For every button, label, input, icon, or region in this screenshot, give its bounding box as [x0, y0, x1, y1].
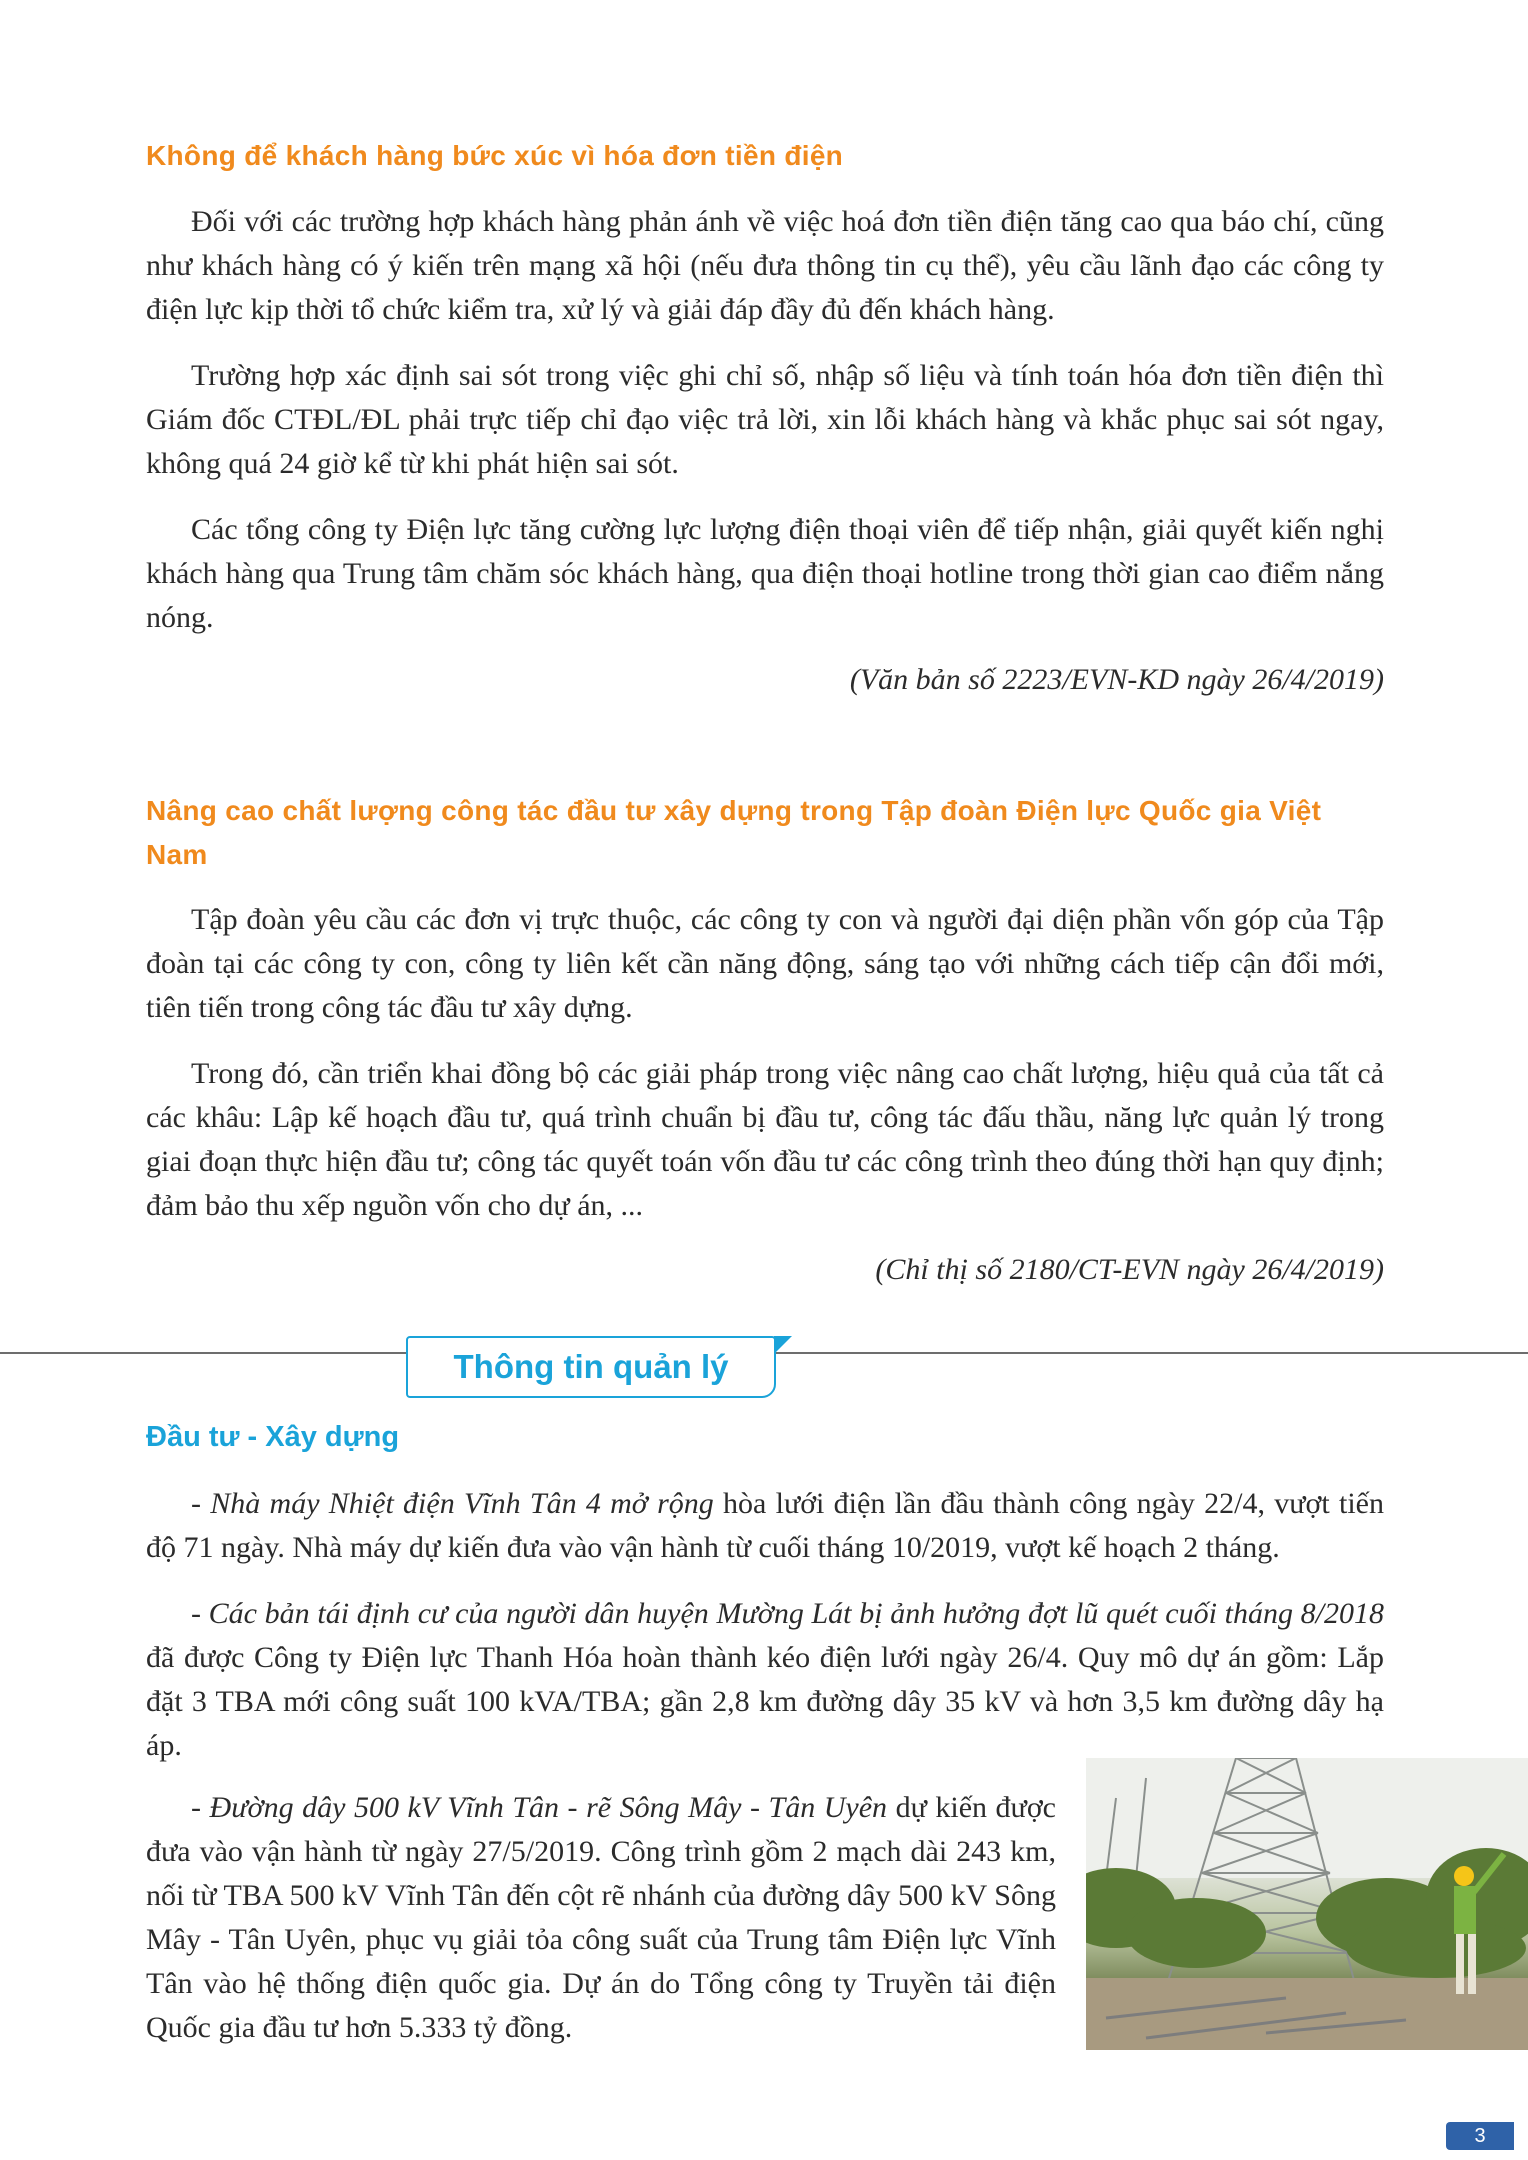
news-item-body: đã được Công ty Điện lực Thanh Hóa hoàn thành kéo điện lưới ngày 26/4. Quy mô dự án gồm: Lắp đặt 3 TBA mới công suất 100 kVA/TBA; gần 2,8 km đường dây 35 kV và hơn 3,5 km đường dây hạ áp.: [146, 1641, 1384, 1762]
section-heading-billing: Không để khách hàng bức xúc vì hóa đơn tiền điện: [146, 140, 844, 171]
banner-corner-decoration: [774, 1336, 792, 1354]
news-item-title: - Các bản tái định cư của người dân huyện Mường Lát bị ảnh hưởng đợt lũ quét cuối tháng 8/2018: [191, 1597, 1384, 1630]
tower-illustration: [1086, 1758, 1528, 2050]
news-item-body: hòa lưới điện lần đầu thành công ngày 22/4, vượt tiến độ 71 ngày. Nhà máy dự kiến đưa vào vận hành từ cuối tháng 10/2019, vượt kế hoạch 2 tháng.: [146, 1487, 1384, 1564]
news-item: [146, 1482, 1384, 1570]
transmission-tower-photo: [1086, 1758, 1528, 2050]
page-number: 3: [1446, 2122, 1514, 2150]
paragraph: Trong đó, cần triển khai đồng bộ các giải pháp trong việc nâng cao chất lượng, hiệu quả của tất cả các khâu: Lập kế hoạch đầu tư, quá trình chuẩn bị đầu tư, công tác đấu thầu, năng lực quản lý trong giai đoạn thực hiện đầu tư; công tác quyết toán vốn đầu tư các công trình theo đúng thời hạn quy định; đảm bảo thu xếp nguồn vốn cho dự án, ...: [146, 1057, 1384, 1222]
news-item-title: - Đường dây 500 kV Vĩnh Tân - rẽ Sông Mây - Tân Uyên: [191, 1791, 888, 1824]
paragraph: Các tổng công ty Điện lực tăng cường lực lượng điện thoại viên để tiếp nhận, giải quyết kiến nghị khách hàng qua Trung tâm chăm sóc khách hàng, qua điện thoại hotline trong thời gian cao điểm nắng nóng.: [146, 513, 1384, 634]
news-item-title: - Nhà máy Nhiệt điện Vĩnh Tân 4 mở rộng: [191, 1487, 714, 1520]
news-item: [146, 1786, 1056, 2050]
section-banner: [406, 1336, 776, 1398]
citation: (Văn bản số 2223/EVN-KD ngày 26/4/2019): [849, 663, 1384, 696]
citation: (Chỉ thị số 2180/CT-EVN ngày 26/4/2019): [875, 1253, 1384, 1286]
paragraph: Trường hợp xác định sai sót trong việc ghi chỉ số, nhập số liệu và tính toán hóa đơn tiền điện thì Giám đốc CTĐL/ĐL phải trực tiếp chỉ đạo việc trả lời, xin lỗi khách hàng và khắc phục sai sót ngay, không quá 24 giờ kể từ khi phát hiện sai sót.: [146, 359, 1384, 480]
paragraph: Đối với các trường hợp khách hàng phản ánh về việc hoá đơn tiền điện tăng cao qua báo chí, cũng như khách hàng có ý kiến trên mạng xã hội (nếu đưa thông tin cụ thể), yêu cầu lãnh đạo các công ty điện lực kịp thời tổ chức kiểm tra, xử lý và giải đáp đầy đủ đến khách hàng.: [146, 205, 1384, 326]
section-banner-label: Thông tin quản lý: [453, 1348, 729, 1385]
news-item-body: dự kiến được đưa vào vận hành từ ngày 27/5/2019. Công trình gồm 2 mạch dài 243 km, nối từ TBA 500 kV Vĩnh Tân đến cột rẽ nhánh của đường dây 500 kV Sông Mây - Tân Uyên, phục vụ giải tỏa công suất của Trung tâm Điện lực Vĩnh Tân vào hệ thống điện quốc gia. Dự án do Tổng công ty Truyền tải điện Quốc gia đầu tư hơn 5.333 tỷ đồng.: [146, 1791, 1056, 2044]
news-item: [146, 1592, 1384, 1768]
section-heading-investment-quality: Nâng cao chất lượng công tác đầu tư xây dựng trong Tập đoàn Điện lực Quốc gia Việt Nam: [146, 795, 1322, 870]
paragraph: Tập đoàn yêu cầu các đơn vị trực thuộc, các công ty con và người đại diện phần vốn góp của Tập đoàn tại các công ty con, công ty liên kết cần năng động, sáng tạo với những cách tiếp cận đổi mới, tiên tiến trong công tác đầu tư xây dựng.: [146, 903, 1384, 1024]
section-heading-construction: Đầu tư - Xây dựng: [146, 1421, 400, 1453]
